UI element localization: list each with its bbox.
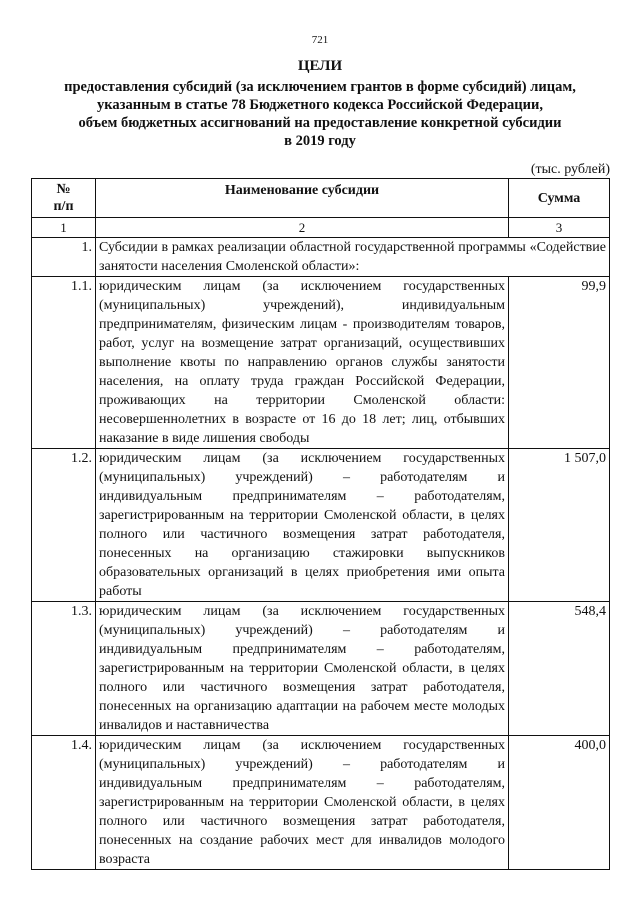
- row-number: 1.1.: [32, 277, 96, 449]
- header-name: Наименование субсидии: [96, 179, 509, 218]
- row-number: 1.4.: [32, 736, 96, 870]
- row-description: юридическим лицам (за исключением государственных (муниципальных) учреждений) – работодателям и индивидуальным предпринимателям – работодателям, зарегистрированным на территории Смоленской области, в целях полного или частичного возмещения затрат работодателя, понесенных на организацию стажировки выпускников образовательных организаций в целях приобретения ими опыта работы: [96, 449, 509, 602]
- subtitle-line: предоставления субсидий (за исключением грантов в форме субсидий) лицам,: [64, 79, 576, 95]
- units-label: (тыс. рублей): [530, 162, 610, 177]
- row-amount: 99,9: [509, 277, 610, 449]
- document-title: ЦЕЛИ: [297, 58, 343, 74]
- table-header-row: [32, 179, 610, 218]
- column-index: 3: [509, 218, 610, 238]
- column-index: 2: [96, 218, 509, 238]
- row-amount: 548,4: [509, 602, 610, 736]
- subtitle-line: объем бюджетных ассигнований на предоставление конкретной субсидии: [78, 115, 562, 131]
- page-number: 721: [311, 34, 329, 46]
- header-sum: Сумма: [509, 179, 610, 218]
- table-row: [32, 736, 610, 870]
- row-description: юридическим лицам (за исключением государственных (муниципальных) учреждений), индивидуальным предпринимателям, физическим лицам - производителям товаров, работ, услуг на возмещение затрат организаций, осуществивших выполнение квоты по направлению органов службы занятости населения, на оплату труда граждан Российской Федерации, проживающих на территории Смоленской области: несовершеннолетних в возрасте от 16 до 18 лет; лиц, отбывших наказание в виде лишения свободы: [96, 277, 509, 449]
- row-amount: 400,0: [509, 736, 610, 870]
- document-subtitle: [40, 78, 600, 150]
- section-text: Субсидии в рамках реализации областной государственной программы «Содействие занятости населения Смоленской области»:: [96, 238, 610, 277]
- row-amount: 1 507,0: [509, 449, 610, 602]
- row-number: 1.3.: [32, 602, 96, 736]
- table-row: [32, 449, 610, 602]
- subtitle-line: указанным в статье 78 Бюджетного кодекса Российской Федерации,: [97, 97, 543, 113]
- row-number: 1.2.: [32, 449, 96, 602]
- section-number: 1.: [32, 238, 96, 277]
- subsidies-table: [31, 178, 610, 870]
- column-index: 1: [32, 218, 96, 238]
- column-index-row: [32, 218, 610, 238]
- table-row: [32, 602, 610, 736]
- section-row: [32, 238, 610, 277]
- subtitle-line: в 2019 году: [284, 133, 356, 149]
- header-number: [32, 179, 96, 218]
- row-description: юридическим лицам (за исключением государственных (муниципальных) учреждений) – работодателям и индивидуальным предпринимателям – работодателям, зарегистрированным на территории Смоленской области, в целях полного или частичного возмещения затрат работодателя, понесенных на создание рабочих мест для инвалидов молодого возраста: [96, 736, 509, 870]
- header-number-label: № п/п: [53, 182, 74, 214]
- table-row: [32, 277, 610, 449]
- row-description: юридическим лицам (за исключением государственных (муниципальных) учреждений) – работодателям и индивидуальным предпринимателям – работодателям, зарегистрированным на территории Смоленской области, в целях полного или частичного возмещения затрат работодателя, понесенных на организацию адаптации на рабочем месте молодых инвалидов и наставничества: [96, 602, 509, 736]
